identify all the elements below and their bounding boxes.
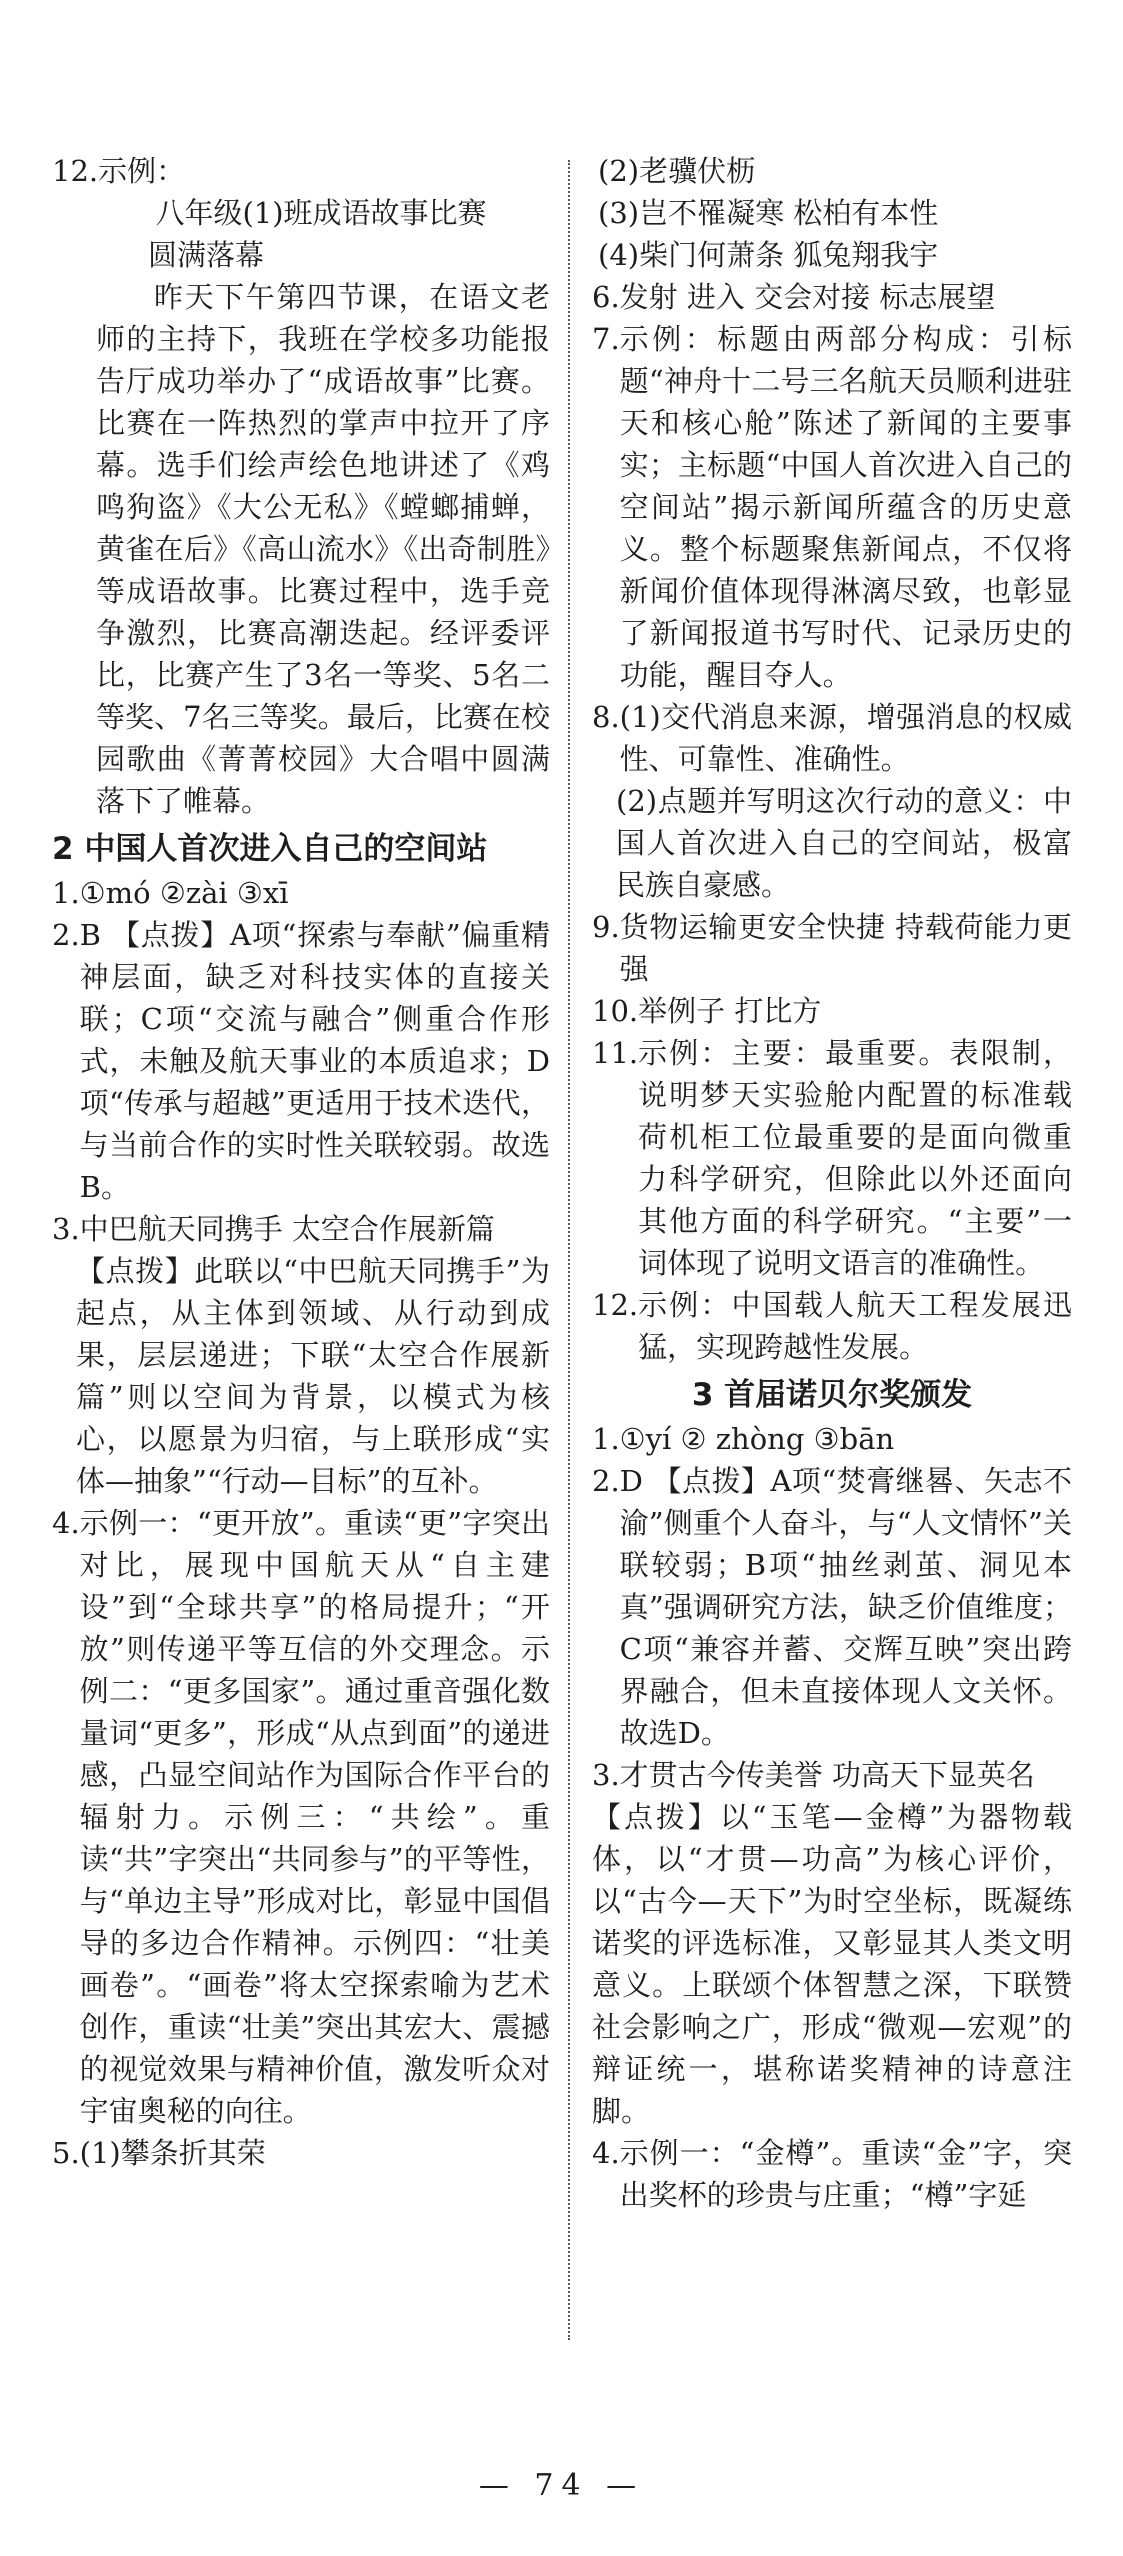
- essay-title-line1: 八年级(1)班成语故事比赛: [155, 196, 487, 230]
- s2-q8-item: [592, 696, 1072, 780]
- item-number: 2.: [52, 918, 80, 952]
- item-text: 举例子 打比方: [638, 994, 822, 1028]
- s2-q3-item: [52, 1208, 550, 1250]
- s2-q6-item: [592, 276, 1072, 318]
- item-number: 9.: [592, 910, 620, 944]
- item-number: 5.: [52, 2136, 80, 2170]
- s2-q8-part2: (2)点题并写明这次行动的意义：中国人首次进入自己的空间站，极富民族自豪感。: [616, 784, 1072, 902]
- item-number: 12.: [52, 154, 99, 188]
- item-number: 4.: [592, 2136, 620, 2170]
- item-text: 货物运输更安全快捷 持载荷能力更强: [619, 910, 1072, 986]
- page-number: — 74 —: [478, 2468, 645, 2503]
- s2-q5-part3: (3)岂不罹凝寒 松柏有本性: [598, 196, 939, 230]
- s2-q12-item: [592, 1284, 1072, 1368]
- item-number: 3.: [592, 1758, 620, 1792]
- item-text: 示例一：“更开放”。重读“更”字突出对比，展现中国航天从“自主建设”到“全球共享”的格局提升；“开放”则传递平等互信的外交理念。示例二：“更多国家”。通过重音强化数量词“更多”，形成“从点到面”的递进感，凸显空间站作为国际合作平台的辐射力。示例三：“共绘”。重读“共”字突出“共同参与”的平等性，与“单边主导”形成对比，彰显中国倡导的多边合作精神。示例四：“壮美画卷”。“画卷”将太空探索喻为艺术创作，重读“壮美”突出其宏大、震撼的视觉效果与精神价值，激发听众对宇宙奥秘的向往。: [79, 1506, 550, 2128]
- item-text: (1)交代消息来源，增强消息的权威性、可靠性、准确性。: [619, 700, 1072, 776]
- item-text: 才贯古今传美誉 功高天下显英名: [619, 1758, 1035, 1792]
- item-text: ①mó ②zài ③xī: [79, 876, 289, 910]
- item-number: 12.: [592, 1288, 639, 1322]
- item-text: B 【点拨】A项“探索与奉献”偏重精神层面，缺乏对科技实体的直接关联；C项“交流与融合”侧重合作形式，未触及航天事业的本质追求；D项“传承与超越”更适用于技术迭代，与当前合作的实时性关联较弱。故选B。: [79, 918, 550, 1204]
- essay-title-line2: 圆满落幕: [148, 238, 265, 272]
- column-divider: [568, 160, 570, 2340]
- item-number: 1.: [52, 876, 80, 910]
- essay-body: 昨天下午第四节课，在语文老师的主持下，我班在学校多功能报告厅成功举办了“成语故事”比赛。比赛在一阵热烈的掌声中拉开了序幕。选手们绘声绘色地讲述了《鸡鸣狗盗》《大公无私》《螳螂捕蝉，黄雀在后》《高山流水》《出奇制胜》等成语故事。比赛过程中，选手竞争激烈，比赛高潮迭起。经评委评比，比赛产生了3名一等奖、5名二等奖、7名三等奖。最后，比赛在校园歌曲《菁菁校园》大合唱中圆满落下了帷幕。: [96, 280, 550, 818]
- item-text: 示例：主要：最重要。表限制，说明梦天实验舱内配置的标准载荷机柜工位最重要的是面向微重力科学研究，但除此以外还面向其他方面的科学研究。“主要”一词体现了说明文语言的准确性。: [638, 1036, 1072, 1280]
- section-3-heading: 3 首届诺贝尔奖颁发: [691, 1377, 973, 1413]
- item-number: 6.: [592, 280, 620, 314]
- s2-q9-item: [592, 906, 1072, 990]
- s2-q7-item: [592, 318, 1072, 696]
- s3-q1-item: [592, 1418, 1072, 1460]
- item-text: 发射 进入 交会对接 标志展望: [619, 280, 996, 314]
- item-text: 示例：中国载人航天工程发展迅猛，实现跨越性发展。: [638, 1288, 1072, 1364]
- item-number: 11.: [592, 1036, 639, 1070]
- item-number: 1.: [592, 1422, 620, 1456]
- left-column: [52, 150, 550, 2174]
- s2-q3-tip: 【点拨】此联以“中巴航天同携手”为起点，从主体到领域、从行动到成果，层层递进；下联“太空合作展新篇”则以空间为背景，以模式为核心，以愿景为归宿，与上联形成“实体—抽象”“行动—目标”的互补。: [76, 1254, 550, 1498]
- item-number: 3.: [52, 1212, 80, 1246]
- item-number: 8.: [592, 700, 620, 734]
- s2-q2-item: [52, 914, 550, 1208]
- item-number: 10.: [592, 994, 639, 1028]
- s2-q5-part2: (2)老骥伏枥: [598, 154, 756, 188]
- item-number: 2.: [592, 1464, 620, 1498]
- item-label: 示例：: [98, 154, 186, 188]
- item-text: (1)攀条折其荣: [79, 2136, 266, 2170]
- s3-q2-item: [592, 1460, 1072, 1754]
- s2-q11-item: [592, 1032, 1072, 1284]
- s3-q3-tip: 【点拨】以“玉笔—金樽”为器物载体，以“才贯—功高”为核心评价，以“古今—天下”为时空坐标，既凝练诺奖的评选标准，又彰显其人类文明意义。上联颂个体智慧之深，下联赞社会影响之广，形成“微观—宏观”的辩证统一，堪称诺奖精神的诗意注脚。: [592, 1800, 1072, 2128]
- s2-q5-part4: (4)柴门何萧条 狐兔翔我宇: [598, 238, 939, 272]
- item-text: 示例：标题由两部分构成：引标题“神舟十二号三名航天员顺利进驻天和核心舱”陈述了新闻的主要事实；主标题“中国人首次进入自己的空间站”揭示新闻所蕴含的历史意义。整个标题聚焦新闻点，不仅将新闻价值体现得淋漓尽致，也彰显了新闻报道书写时代、记录历史的功能，醒目夺人。: [619, 322, 1072, 692]
- s3-q4-item: [592, 2132, 1072, 2216]
- item-text: 示例一：“金樽”。重读“金”字，突出奖杯的珍贵与庄重；“樽”字延: [619, 2136, 1072, 2212]
- item-number: 7.: [592, 322, 620, 356]
- item-text: D 【点拨】A项“焚膏继晷、矢志不渝”侧重个人奋斗，与“人文情怀”关联较弱；B项“抽丝剥茧、洞见本真”强调研究方法，缺乏价值维度；C项“兼容并蓄、交辉互映”突出跨界融合，但未直接体现人文关怀。故选D。: [619, 1464, 1072, 1750]
- s2-q10-item: [592, 990, 1072, 1032]
- s2-q5-item: [52, 2132, 550, 2174]
- s2-q1-item: [52, 872, 550, 914]
- s2-q4-item: [52, 1502, 550, 2132]
- right-column: [592, 150, 1072, 2216]
- item-text: ①yí ② zhòng ③bān: [619, 1422, 895, 1456]
- q12-item: [52, 150, 550, 192]
- section-2-heading: 2 中国人首次进入自己的空间站: [52, 831, 488, 867]
- s3-q3-item: [592, 1754, 1072, 1796]
- item-number: 4.: [52, 1506, 80, 1540]
- item-text: 中巴航天同携手 太空合作展新篇: [79, 1212, 495, 1246]
